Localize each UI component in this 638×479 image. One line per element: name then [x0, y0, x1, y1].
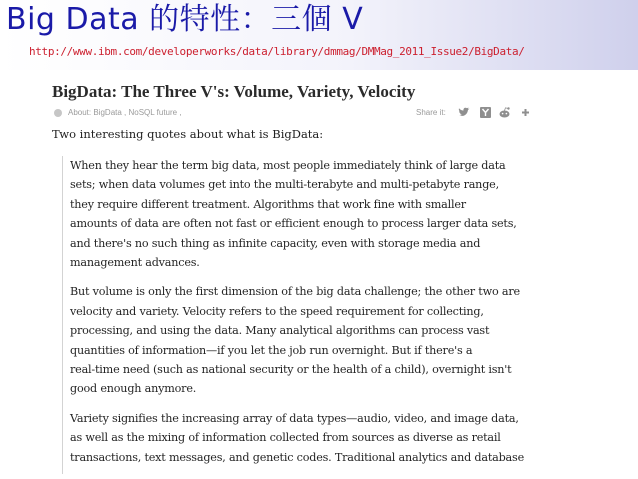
intro-text: Two interesting quotes about what is BigData: [52, 127, 324, 141]
quote-line: Variety signifies the increasing array of data types—audio, video, and image data, [70, 411, 519, 425]
slide-header [0, 0, 638, 70]
quote-line: transactions, text messages, and genetic codes. Traditional analytics and database [70, 450, 524, 464]
share-label: Share it: [416, 108, 446, 117]
quote-line: velocity and variety. Velocity refers to the speed requirement for collecting, [70, 304, 484, 318]
twitter-icon[interactable] [458, 107, 470, 118]
article-screenshot [52, 80, 552, 479]
quote-line: they require different treatment. Algorithms that work fine with smaller [70, 197, 466, 211]
article-title[interactable]: BigData: The Three V's: Volume, Variety, Velocity [52, 82, 416, 101]
quote-line: quantities of information—if you let the job run overnight. But if there's a [70, 343, 473, 357]
paragraph-velocity [70, 282, 538, 398]
quote-line: processing, and using the data. Many analytical algorithms can process vast [70, 324, 490, 338]
paragraph-variety [70, 409, 538, 467]
y-icon[interactable] [479, 107, 491, 118]
quote-line: management advances. [70, 256, 200, 270]
article-meta [54, 107, 544, 121]
plus-icon[interactable] [519, 107, 531, 118]
quote-line: When they hear the term big data, most people immediately think of large data [70, 159, 506, 172]
quote-line: amounts of data are often not fast or efficient enough to process larger data sets, [70, 217, 517, 231]
quote-line: sets; when data volumes get into the multi-terabyte and multi-petabyte range, [70, 178, 499, 192]
tag-icon [54, 109, 62, 117]
quote-line: real-time need (such as national security or the health of a child), overnight isn't [70, 363, 512, 377]
reddit-icon[interactable] [498, 107, 510, 118]
quote-line: as well as the mixing of information collected from sources as diverse as retail [70, 431, 501, 445]
quote-line: But volume is only the first dimension of the big data challenge; the other two are [70, 285, 520, 299]
blockquote [62, 156, 540, 474]
source-url-link[interactable]: http://www.ibm.com/developerworks/data/library/dmmag/DMMag_2011_Issue2/BigData/ [29, 45, 525, 58]
slide-title: Big Data 的特性：三個 V [6, 2, 364, 37]
quote-line: and there's no such thing as infinite capacity, even with storage media and [70, 236, 481, 250]
paragraph-volume [70, 156, 538, 272]
quote-line: good enough anymore. [70, 382, 197, 396]
about-tags[interactable]: About: BigData , NoSQL future , [68, 108, 182, 117]
